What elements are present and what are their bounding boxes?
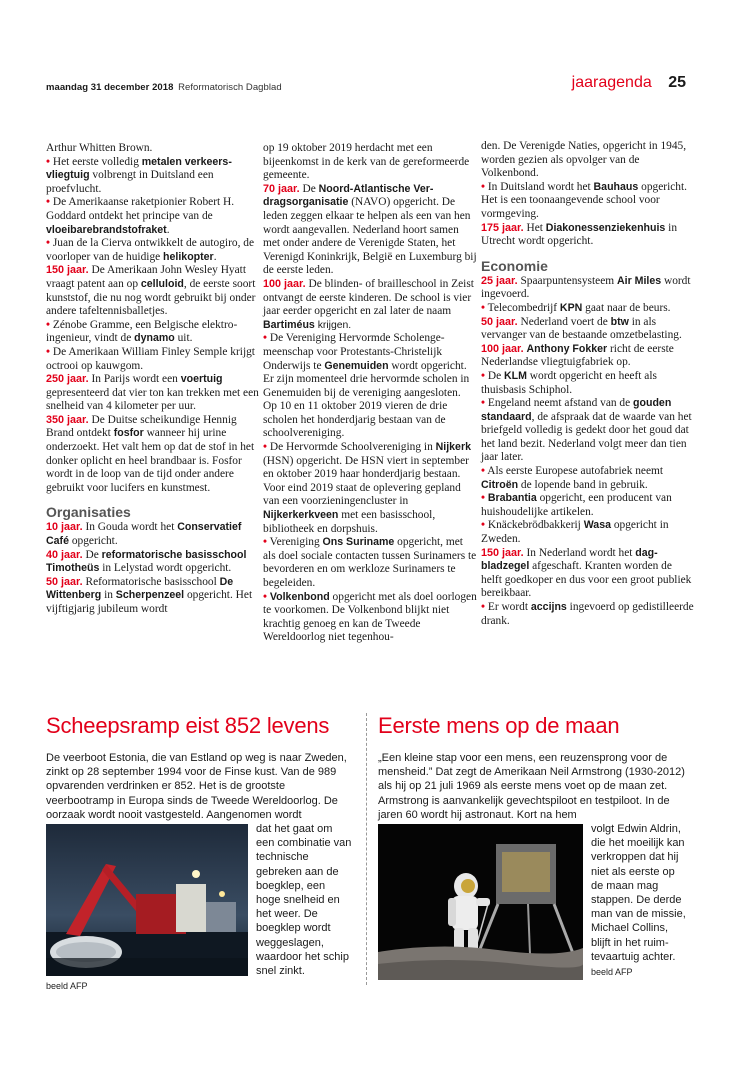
- list-item: 350 jaar. De Duitse scheikundige Hennig Brand ontdekt fosfor wanneer hij urine onderzoekt. Het valt hem op dat de stof in het donker oplicht en heel brandbaar is. Fosfor wordt in de loop van de tijd onder andere gebruikt voor lucifers en kunstmest.: [46, 413, 255, 494]
- list-item: • De Amerikaanse raketpionier Robert H. Goddard ontdekt het principe van de vloeibarebrandstofraket.: [46, 196, 235, 236]
- list-item: • De KLM wordt opgericht en heeft als thuisbasis Schiphol.: [481, 369, 657, 396]
- list-item: 100 jaar. De blinden- of brailleschool in Zeist ontvangt de eerste kinderen. De school is vier jaar eerder opgericht en zal later de naam Bartiméus krijgen.: [263, 277, 474, 331]
- list-item: • Volkenbond opgericht met als doel oorlogen te voorkomen. De Volkenbond blijkt niet krachtig genoeg en kan de Tweede Wereldoorlog niet tegenhou-: [263, 590, 477, 644]
- list-item: • Als eerste Europese autofabriek neemt Citroën de lopende band in gebruik.: [481, 465, 664, 491]
- newspaper-name: Reformatorisch Dagblad: [178, 82, 282, 93]
- story-title: Scheepsramp eist 852 levens: [46, 713, 330, 738]
- list-item: 150 jaar. De Amerikaan John Wesley Hyatt vraagt patent aan op celluloid, de eerste soort kunststof, die nu nog wordt gebruikt bij onder andere tafeltennisballetjes.: [46, 264, 256, 318]
- list-item: • Brabantia opgericht, een producent van huishoudelijke artikelen.: [481, 492, 672, 518]
- list-item: • Engeland neemt afstand van de gouden standaard, de afspraak dat de waarde van het briefgeld volledig is gedekt door het goud dat het land bezit. Nederland volgt meer dan tien jaar later.: [481, 397, 692, 464]
- paragraph: op 19 oktober 2019 herdacht met een bijeenkomst in de kerk van de gereformeerde gemeente.: [263, 142, 470, 182]
- bullet-icon: •: [263, 441, 267, 454]
- list-item: • De Amerikaan William Finley Semple krijgt octrooi op kauwgom.: [46, 345, 255, 372]
- year-label: 150 jaar.: [481, 546, 524, 559]
- bullet-icon: •: [46, 237, 50, 250]
- section-heading-economie: Economie: [481, 257, 548, 274]
- bullet-icon: •: [46, 318, 50, 331]
- year-label: 70 jaar.: [263, 182, 300, 195]
- story-body: dat het gaat om een combinatie van technische gebreken aan de boegklep, een hoge snelheid en het weer. De boegklep wordt weggeslagen, waardoor het schip snel zinkt. beeld AFP: [46, 822, 352, 993]
- list-item: • Vereniging Ons Suriname opgericht, met als doel sociale contacten tussen Surinamers te bevorderen en om werkloze Surinamers te begeleiden.: [263, 536, 477, 589]
- list-item: 10 jaar. In Gouda wordt het Conservatief Café opgericht.: [46, 521, 242, 548]
- astronaut-photo: [378, 824, 583, 980]
- bullet-icon: •: [481, 601, 485, 613]
- column-divider: [366, 713, 367, 985]
- list-item: 175 jaar. Het Diakonessenziekenhuis in Utrecht wordt opgericht.: [481, 221, 678, 248]
- list-item: • Het eerste volledig metalen verkeersvliegtuig volbrengt in Duitsland een proefvlucht.: [46, 155, 232, 195]
- list-item: 50 jaar. Nederland voert de btw in als vervanger van de bestaande omzetbelasting.: [481, 315, 682, 342]
- list-item: • Knäckebrödbakkerij Wasa opgericht in Zweden.: [481, 519, 669, 546]
- year-label: 25 jaar.: [481, 274, 518, 287]
- list-item: • De Hervormde Schoolvereniging in Nijkerk (HSN) opgericht. De HSN viert in september en oktober 2019 haar honderdjarig bestaan. Voor eind 2019 staat de oplevering gepland van een voorzieningencluster in Nijkerkerkveen met een basisschool, bibliotheek en dorpshuis.: [263, 441, 471, 535]
- bullet-icon: •: [481, 465, 485, 478]
- list-item: • In Duitsland wordt het Bauhaus opgericht. Het is een toonaangevende school voor vormgeving.: [481, 180, 687, 220]
- bullet-icon: •: [481, 180, 485, 193]
- list-item: • Juan de la Cierva ontwikkelt de autogiro, de voorloper van de huidige helikopter.: [46, 237, 255, 263]
- list-item: 70 jaar. De Noord-Atlantische Verdragsorganisatie (NAVO) opgericht. De leden zeggen elkaar te helpen als een van hen wordt aangevallen. Nederland hoort samen met onder andere de Verenigde Staten, het Verenigd Koninkrijk, België en Luxemburg bij de eerste leden.: [263, 182, 477, 277]
- story-title: Eerste mens op de maan: [378, 713, 620, 738]
- list-item: 250 jaar. In Parijs wordt een voertuig gepresenteerd dat vier ton kan trekken met een snelheid van 4 kilometer per uur.: [46, 373, 259, 413]
- issue-date: maandag 31 december 2018: [46, 82, 174, 93]
- bullet-icon: •: [481, 301, 485, 314]
- list-item: 150 jaar. In Nederland wordt het dagbladzegel afgeschaft. Kranten worden de helft goedkoper en dus voor een groot publiek bereikbaar.: [481, 546, 692, 600]
- bullet-icon: •: [263, 332, 267, 345]
- bullet-icon: •: [481, 492, 485, 505]
- bullet-icon: •: [481, 369, 485, 382]
- bullet-icon: •: [46, 345, 50, 358]
- ship-wreck-photo: [46, 824, 248, 976]
- year-label: 50 jaar.: [46, 575, 83, 588]
- year-label: 50 jaar.: [481, 315, 518, 328]
- bullet-icon: •: [46, 155, 50, 168]
- year-label: 100 jaar.: [263, 277, 306, 290]
- year-label: 250 jaar.: [46, 373, 89, 386]
- year-label: 10 jaar.: [46, 521, 83, 534]
- bullet-icon: •: [263, 536, 267, 549]
- story-lead: „Een kleine stap voor een mens, een reuzensprong voor de mensheid.” Dat zegt de Amerikaan Neil Armstrong (1930-2012) als hij op 21 juli 1969 als eerste mens voet op de maan zet. Armstrong is aanvankelijk gevechtspiloot en testpiloot. In de jaren 60 wordt hij astronaut. Kort na hem: [378, 752, 685, 821]
- section-heading-organisaties: Organisaties: [46, 504, 131, 521]
- list-item: 100 jaar. Anthony Fokker richt de eerste Nederlandse vliegtuigfabriek op.: [481, 342, 674, 369]
- article-column-2: [263, 142, 477, 645]
- year-label: 350 jaar.: [46, 413, 89, 426]
- article-column-1: [46, 142, 260, 617]
- photo-credit: beeld AFP: [46, 981, 88, 992]
- list-item: 25 jaar. Spaarpuntensysteem Air Miles wordt ingevoerd.: [481, 274, 691, 301]
- page-number: 25: [668, 74, 686, 91]
- year-label: 40 jaar.: [46, 548, 83, 561]
- paragraph: Arthur Whitten Brown.: [46, 142, 153, 154]
- bullet-icon: •: [46, 196, 50, 209]
- year-label: 175 jaar.: [481, 221, 524, 234]
- page-header-right: [572, 74, 686, 92]
- list-item: 50 jaar. Reformatorische basisschool De Wittenberg in Scherpenzeel opgericht. Het vijftigjarig jubileum wordt: [46, 575, 253, 615]
- list-item: • Zénobe Gramme, een Belgische elektro-ingenieur, vindt de dynamo uit.: [46, 318, 238, 345]
- list-item: • Er wordt accijns ingevoerd op gedistilleerde drank.: [481, 601, 694, 627]
- story-lead: De veerboot Estonia, die van Estland op weg is naar Zweden, zinkt op 28 september 1994 voor de Finse kust. Van de 989 opvarenden verdrinken er 852. Het is de grootste veerbootramp in Europa sinds de Tweede Wereldoorlog. De oorzaak wordt nooit vastgesteld. Aangenomen wordt: [46, 752, 347, 821]
- photo-credit: beeld AFP: [591, 967, 633, 978]
- section-title: jaaragenda: [571, 74, 652, 91]
- bullet-icon: •: [263, 590, 267, 603]
- story-body: volgt Edwin Aldrin, die het moeilijk kan verkroppen dat hij niet als eerste op de maan mag stappen. De derde man van de missie, Michael Collins, blijft in het ruimtevaartuig achter. beeld AFP: [378, 822, 688, 979]
- year-label: 150 jaar.: [46, 264, 89, 277]
- list-item: 40 jaar. De reformatorische basisschool Timotheüs in Lelystad wordt opgericht.: [46, 548, 247, 575]
- list-item: • De Vereniging Hervormde Scholengemeenschap voor Protestants-Christelijk Onderwijs te Genemuiden wordt opgericht. Er zijn momenteel drie hervormde scholen in Genemuiden bij de vereniging aangesloten. Op 10 en 11 oktober 2019 vieren de drie scholen het honderdjarig bestaan van de schoolvereniging.: [263, 332, 470, 440]
- list-item: • Telecombedrijf KPN gaat naar de beurs.: [481, 301, 671, 314]
- article-column-3: [481, 140, 695, 628]
- bullet-icon: •: [481, 397, 485, 410]
- story-moon-landing: [378, 713, 688, 982]
- bullet-icon: •: [481, 519, 485, 532]
- paragraph: den. De Verenigde Naties, opgericht in 1945, worden gezien als opvolger van de Volkenbond.: [481, 140, 687, 180]
- year-label: 100 jaar.: [481, 342, 524, 355]
- story-ship-disaster: [46, 713, 352, 993]
- page-header-left: [46, 82, 282, 93]
